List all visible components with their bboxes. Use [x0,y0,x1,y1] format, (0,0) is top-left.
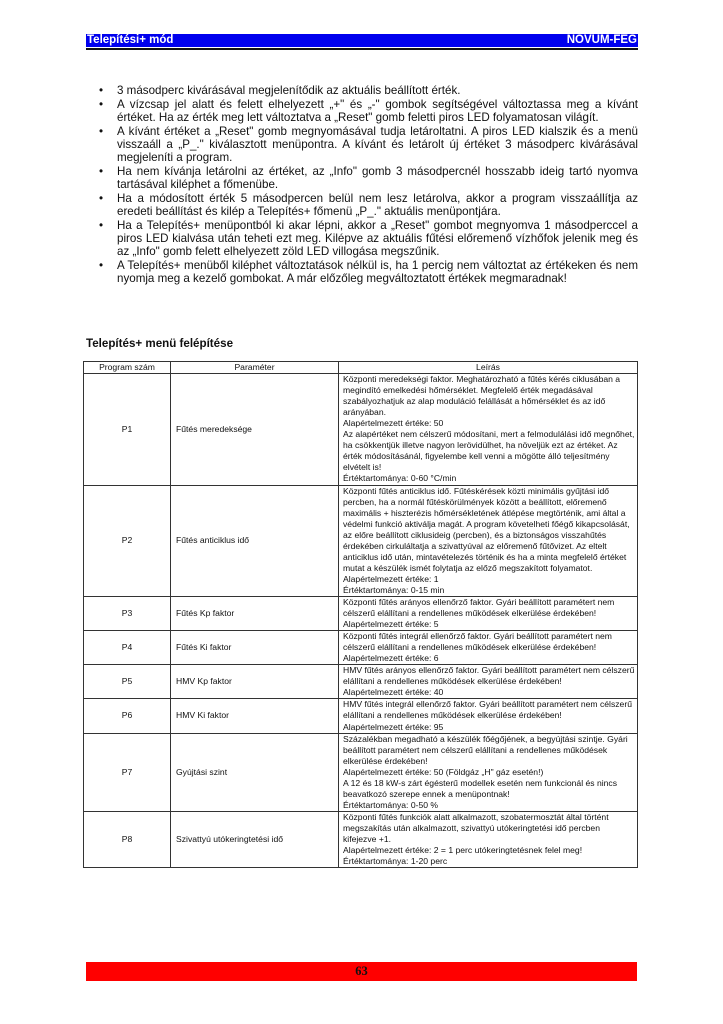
bullet-icon: • [99,259,104,273]
table-row [84,665,638,699]
page-header-bar [86,34,638,47]
table-row [84,631,638,665]
table-row [84,374,638,485]
parameter-name: Fűtés meredeksége [171,374,339,485]
instruction-item: • Ha nem kívánja letárolni az értéket, az „Info" gomb 3 másodpercnél hosszabb ideig tartó nyomva tartásával kiléphet a főmenübe. [99,165,638,192]
parameter-description: Központi fűtés funkciók alatt alkalmazott, szobatermosztát által történt megszakítás után alkalmazott, szivattyú utókeringtetési idő percben kifejezve +1. Alapértelmezett értéke: 2 = 1 perc utókeringtetésnek felel meg! Értéktartománya: 1-20 perc [339,811,638,867]
table-row [84,733,638,811]
header-section-title: Telepítési+ mód [87,34,174,46]
program-number: P6 [84,699,171,733]
parameter-name: Fűtés Kp faktor [171,596,339,630]
column-header-program-number: Program szám [84,362,171,374]
table-row [84,485,638,596]
parameter-name: Fűtés Ki faktor [171,631,339,665]
program-number: P2 [84,485,171,596]
bullet-icon: • [99,192,104,205]
instruction-list [86,84,638,286]
page-footer-bar [86,962,637,981]
program-number: P5 [84,665,171,699]
bullet-icon: • [99,165,104,178]
instruction-item: • Ha a módosított érték 5 másodpercen belül nem lesz letárolva, akkor a program visszaállítja az eredeti beállítást és kilép a Telepítés+ főmenü „P_." aktuális menüpontjára. [99,192,638,219]
instruction-item: • Ha a Telepítés+ menüpontból ki akar lépni, akkor a „Reset" gombot megnyomva 1 másodperccel a piros LED kialvása után teheti ezt meg. Kilépve az aktuális fűtési előremenő vízhőfok jelenik meg és az „Info" gomb felett elhelyezett zöld LED villogása megszűnik. [99,219,638,259]
program-number: P1 [84,374,171,485]
bullet-icon: • [99,219,104,232]
program-number: P8 [84,811,171,867]
bullet-icon: • [99,97,104,111]
table-row [84,699,638,733]
parameter-name: Szivattyú utókeringtetési idő [171,811,339,867]
instruction-item: • 3 másodperc kivárásával megjelenítődik az aktuális beállított érték. [99,84,461,97]
instruction-item: • A kívánt értéket a „Reset" gomb megnyomásával tudja letároltatni. A piros LED kialszik és a menü visszaáll a „P_." kiválasztott menüpontra. A kívánt és letárolt új értéket 3 másodperc kivárásával megjeleníti a program. [99,124,638,165]
parameter-description: HMV fűtés integrál ellenőrző faktor. Gyári beállított paramétert nem célszerű elállítani a rendellenes működések elkerülése érdekében! Alapértelmezett értéke: 95 [339,699,638,733]
column-header-parameter: Paraméter [171,362,339,374]
bullet-icon: • [99,84,104,97]
header-divider [86,48,638,50]
menu-structure-table [83,361,638,868]
parameter-description: Központi fűtés anticiklus idő. Fűtéskérések közti minimális gyűjtási idő percben, ha a normál fűtéskörülmények között a beállított, előremenő maximális + hiszterézis hőmérsékletének átlépése megtörténik, ami által a védelmi funkció aktiválja magát. A program követelheti főégő kikapcsolását, az előre beállított ciklusideig (percben), és a biztonságos visszahűtés érdekében cirkuláltatja a szivattyúval az előremenő fűtővizet. Az eltelt anticiklus idő után, mintavételezés történik és ha a minta megfelelő értéket mutat a készülék ismét folytatja az előző megszakított folyamatot. Alapértelmezett értéke: 1 Értéktartománya: 0-15 min [339,485,638,596]
parameter-description: Központi meredekségi faktor. Meghatározható a fűtés kérés ciklusában a megindító emelkedési hőmérséklet. Megfelelő érték megadásával szabályozhatjuk az alap moduláció felállását a hőmérséklet és az idő arányában. Alapértelmezett értéke: 50 Az alapértéket nem célszerű módosítani, mert a felmodulálási idő megnőhet, ha csökkentjük illetve nagyon lerövidülhet, ha növeljük ezt az értéket. Az érték módosításánál, figyelembe kell venni a mögötte álló teljesítmény elvételt is! Értéktartománya: 0-60 °C/min [339,374,638,485]
parameter-name: HMV Ki faktor [171,699,339,733]
parameter-name: HMV Kp faktor [171,665,339,699]
instruction-item: • A vízcsap jel alatt és felett elhelyezett „+" és „-" gombok segítségével változtassa meg a kívánt értéket. Ha az érték meg lett változtatva a „Reset" gomb feletti piros LED folyamatosan világít. [99,97,638,124]
program-number: P3 [84,596,171,630]
header-brand: NOVUM-FÉG [566,34,637,46]
page-number: 63 [355,964,368,978]
column-header-description: Leírás [339,362,638,374]
table-row [84,811,638,867]
parameter-description: Központi fűtés integrál ellenőrző faktor. Gyári beállított paramétert nem célszerű elállítani a rendellenes működések elkerülése érdekében! Alapértelmezett értéke: 6 [339,631,638,665]
instruction-item: • A Telepítés+ menüből kiléphet változtatások nélkül is, ha 1 percig nem változtat az értékeken és nem nyomja meg a kezelő gombokat. A már előzőleg megváltoztatott értékek megmaradnak! [99,259,638,286]
program-number: P7 [84,733,171,811]
table-row [84,596,638,630]
table-header-row [84,362,638,374]
section-title: Telepítés+ menü felépítése [86,337,234,350]
parameter-name: Fűtés anticiklus idő [171,485,339,596]
parameter-name: Gyújtási szint [171,733,339,811]
parameter-description: Központi fűtés arányos ellenőrző faktor. Gyári beállított paramétert nem célszerű elállítani a rendellenes működések elkerülése érdekében! Alapértelmezett értéke: 5 [339,596,638,630]
parameter-description: HMV fűtés arányos ellenőrző faktor. Gyári beállított paramétert nem célszerű elállítani a rendellenes működések elkerülése érdekében! Alapértelmezett értéke: 40 [339,665,638,699]
program-number: P4 [84,631,171,665]
bullet-icon: • [99,124,104,138]
parameter-description: Százalékban megadható a készülék főégőjének, a begyújtási szintje. Gyári beállított paramétert nem célszerű elállítani a rendellenes működések elkerülése érdekében! Alapértelmezett értéke: 50 (Földgáz „H" gáz esetén!) A 12 és 18 kW-s zárt égésterű modellek esetén nem funkcionál és nincs beavatkozó szerepe ennek a menüpontnak! Értéktartománya: 0-50 % [339,733,638,811]
